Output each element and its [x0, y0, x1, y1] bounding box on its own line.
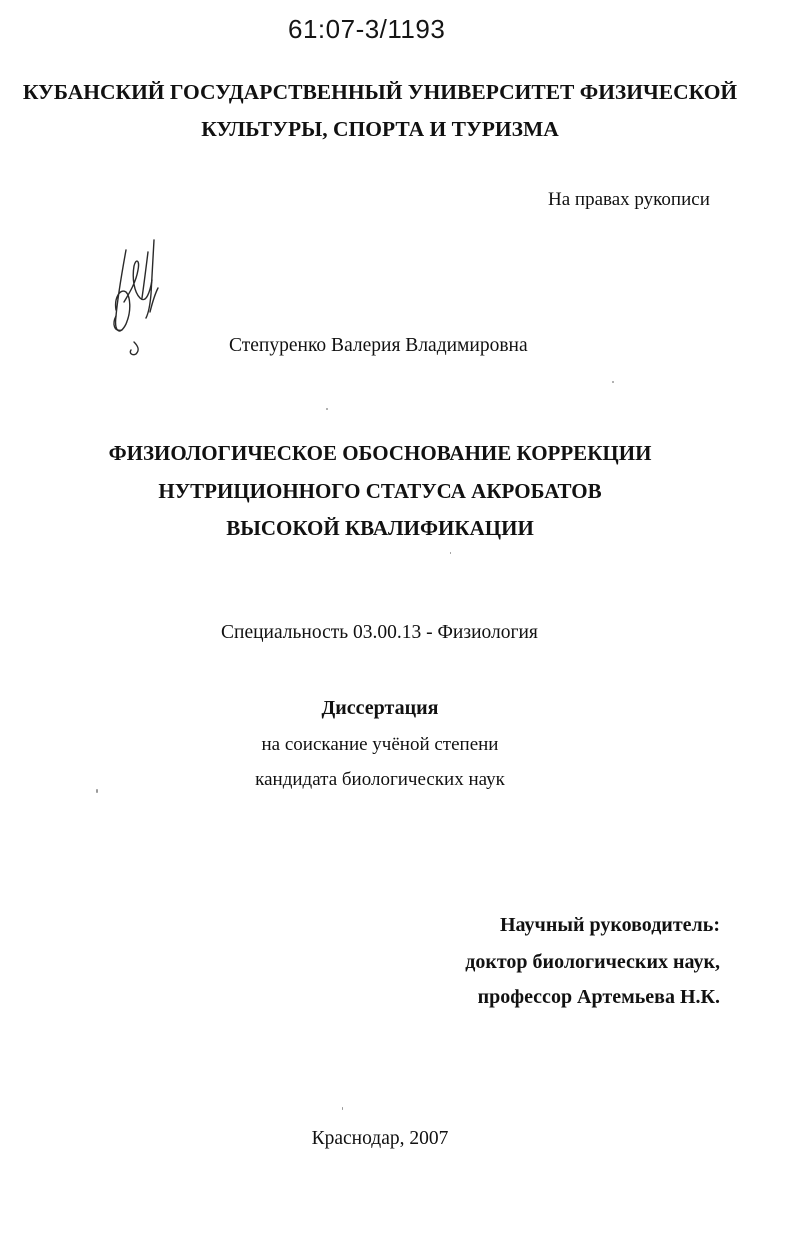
thesis-title-line2: НУТРИЦИОННОГО СТАТУСА АКРОБАТОВ	[158, 479, 602, 503]
handwritten-signature	[96, 232, 172, 360]
supervisor-name: профессор Артемьева Н.К.	[477, 986, 720, 1008]
university-name-line1: КУБАНСКИЙ ГОСУДАРСТВЕННЫЙ УНИВЕРСИТЕТ ФИЗИЧЕСКОЙ	[22, 80, 738, 104]
degree-sought-line2: кандидата биологических наук	[255, 769, 505, 790]
degree-sought-line1: на соискание учёной степени	[261, 734, 499, 755]
scan-speck	[342, 1107, 343, 1110]
specialty: Специальность 03.00.13 - Физиология	[221, 622, 538, 643]
supervisor-label: Научный руководитель:	[500, 914, 720, 936]
thesis-title-line3: ВЫСОКОЙ КВАЛИФИКАЦИИ	[226, 516, 534, 540]
supervisor-degree: доктор биологических наук,	[465, 951, 720, 973]
author-name: Степуренко Валерия Владимировна	[229, 335, 528, 356]
dissertation-label: Диссертация	[321, 697, 439, 719]
archive-stamp-code: 61:07-3/1193	[288, 14, 446, 44]
scan-speck	[96, 789, 98, 793]
scan-speck	[612, 381, 614, 383]
thesis-title-line1: ФИЗИОЛОГИЧЕСКОЕ ОБОСНОВАНИЕ КОРРЕКЦИИ	[108, 441, 652, 465]
university-name-line2: КУЛЬТУРЫ, СПОРТА И ТУРИЗМА	[201, 117, 559, 141]
scan-speck	[326, 408, 328, 410]
city-year: Краснодар, 2007	[311, 1128, 449, 1149]
scan-speck	[450, 552, 451, 554]
manuscript-rights-note: На правах рукописи	[548, 189, 710, 210]
